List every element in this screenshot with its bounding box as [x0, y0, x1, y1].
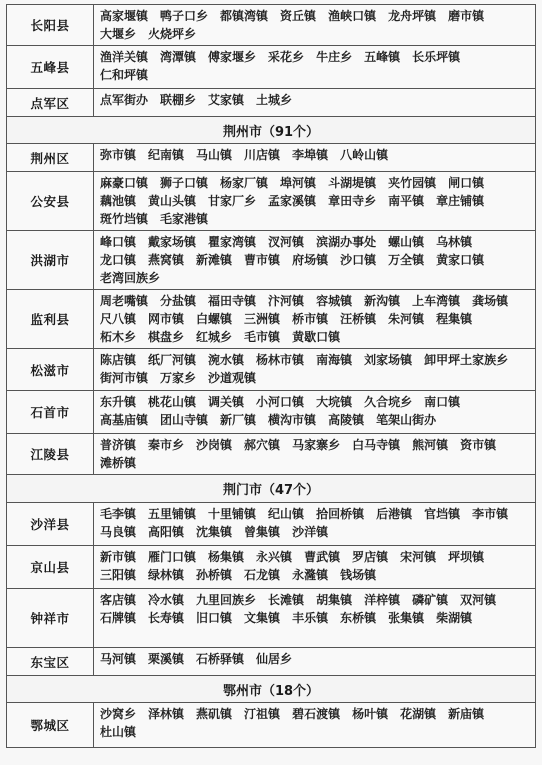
- town-name: 戴家场镇: [148, 235, 197, 249]
- town-name: 高阳镇: [148, 525, 185, 539]
- town-name: 官垱镇: [424, 507, 461, 521]
- town-name: 双河镇: [460, 593, 497, 607]
- town-name: 马家寨乡: [292, 438, 341, 452]
- town-name: 熊河镇: [412, 438, 449, 452]
- town-name: 峰口镇: [100, 235, 137, 249]
- town-name: 高家堰镇: [100, 9, 149, 23]
- town-name: 川店镇: [244, 148, 281, 162]
- town-name: 长寿镇: [148, 611, 185, 625]
- town-name: 旧口镇: [196, 611, 233, 625]
- town-name: 汀祖镇: [244, 707, 281, 721]
- town-name: 瞿家湾镇: [208, 235, 257, 249]
- town-name: 牛庄乡: [316, 50, 353, 64]
- county-name: 公安县: [7, 172, 94, 230]
- town-name: 毛李镇: [100, 507, 137, 521]
- town-name: 甘家厂乡: [208, 194, 257, 208]
- town-name: 马山镇: [196, 148, 233, 162]
- town-name: 笔架山街办: [376, 413, 437, 427]
- town-name: 小河口镇: [256, 395, 305, 409]
- town-name: 联棚乡: [160, 93, 197, 107]
- town-name: 罗店镇: [352, 550, 389, 564]
- town-name: 容城镇: [316, 294, 353, 308]
- town-name: 李埠镇: [292, 148, 329, 162]
- town-list: [94, 546, 535, 588]
- town-name: 宋河镇: [400, 550, 437, 564]
- town-name: 石龙镇: [244, 568, 281, 582]
- town-name: 滨湖办事处: [316, 235, 377, 249]
- county-row: [7, 391, 535, 434]
- town-name: 毛市镇: [244, 330, 281, 344]
- town-name: 洋梓镇: [364, 593, 401, 607]
- town-name: 永兴镇: [256, 550, 293, 564]
- town-name: 沙道观镇: [208, 371, 257, 385]
- county-row: [7, 589, 535, 648]
- town-name: 鸭子口乡: [160, 9, 209, 23]
- town-name: 汴河镇: [268, 294, 305, 308]
- town-name: 土城乡: [256, 93, 293, 107]
- town-list: [94, 231, 535, 289]
- county-name: 京山县: [7, 546, 94, 588]
- town-list: [94, 46, 535, 88]
- town-name: 刘家场镇: [364, 353, 413, 367]
- town-name: 马良镇: [100, 525, 137, 539]
- town-name: 调关镇: [208, 395, 245, 409]
- town-name: 火烧坪乡: [148, 27, 197, 41]
- town-list: [94, 172, 535, 230]
- county-name: 江陵县: [7, 434, 94, 474]
- town-name: 章庄铺镇: [436, 194, 485, 208]
- town-name: 斗湖堤镇: [328, 176, 377, 190]
- town-name: 桃花山镇: [148, 395, 197, 409]
- town-name: 沙岗镇: [196, 438, 233, 452]
- town-list: [94, 648, 535, 675]
- county-row: [7, 546, 535, 589]
- town-name: 仙居乡: [256, 652, 293, 666]
- town-name: 桥市镇: [292, 312, 329, 326]
- town-name: 闸口镇: [448, 176, 485, 190]
- town-name: 柘木乡: [100, 330, 137, 344]
- town-name: 埠河镇: [280, 176, 317, 190]
- town-name: 程集镇: [436, 312, 473, 326]
- town-name: 孟家溪镇: [268, 194, 317, 208]
- town-name: 久合垸乡: [364, 395, 413, 409]
- town-name: 高陵镇: [328, 413, 365, 427]
- town-name: 雁门口镇: [148, 550, 197, 564]
- town-name: 章田寺乡: [328, 194, 377, 208]
- town-name: 杨林市镇: [256, 353, 305, 367]
- town-name: 老湾回族乡: [100, 271, 161, 285]
- town-name: 汊河镇: [268, 235, 305, 249]
- town-name: 李市镇: [472, 507, 509, 521]
- county-row: [7, 5, 535, 46]
- town-name: 张集镇: [388, 611, 425, 625]
- county-row: [7, 648, 535, 676]
- town-name: 新沟镇: [364, 294, 401, 308]
- city-header: 荆州市（91个）: [7, 117, 535, 144]
- county-name: 长阳县: [7, 5, 94, 45]
- town-name: 朱河镇: [388, 312, 425, 326]
- town-name: 马河镇: [100, 652, 137, 666]
- town-name: 上车湾镇: [412, 294, 461, 308]
- town-list: [94, 589, 535, 647]
- town-name: 沙窝乡: [100, 707, 137, 721]
- town-name: 新庙镇: [448, 707, 485, 721]
- town-name: 涴水镇: [208, 353, 245, 367]
- county-row: [7, 172, 535, 231]
- town-name: 五里铺镇: [148, 507, 197, 521]
- town-name: 普济镇: [100, 438, 137, 452]
- town-name: 府场镇: [292, 253, 329, 267]
- town-name: 乌林镇: [436, 235, 473, 249]
- town-name: 磷矿镇: [412, 593, 449, 607]
- county-name: 石首市: [7, 391, 94, 433]
- city-header: 鄂州市（18个）: [7, 676, 535, 703]
- town-name: 十里铺镇: [208, 507, 257, 521]
- town-name: 永漋镇: [292, 568, 329, 582]
- town-name: 栗溪镇: [148, 652, 185, 666]
- town-name: 龚场镇: [472, 294, 509, 308]
- town-name: 坪坝镇: [448, 550, 485, 564]
- town-list: [94, 391, 535, 433]
- town-name: 汪桥镇: [340, 312, 377, 326]
- town-list: [94, 349, 535, 390]
- town-name: 尺八镇: [100, 312, 137, 326]
- town-name: 资市镇: [460, 438, 497, 452]
- town-name: 燕矶镇: [196, 707, 233, 721]
- town-name: 新厂镇: [220, 413, 257, 427]
- town-list-table: [6, 4, 536, 748]
- town-name: 黄家口镇: [436, 253, 485, 267]
- town-list: [94, 434, 535, 474]
- town-name: 长滩镇: [268, 593, 305, 607]
- town-name: 龙口镇: [100, 253, 137, 267]
- town-name: 绿林镇: [148, 568, 185, 582]
- town-list: [94, 503, 535, 545]
- town-name: 杜山镇: [100, 725, 137, 739]
- county-row: [7, 434, 535, 475]
- town-name: 客店镇: [100, 593, 137, 607]
- town-name: 碧石渡镇: [292, 707, 341, 721]
- town-name: 杨集镇: [208, 550, 245, 564]
- town-name: 曹武镇: [304, 550, 341, 564]
- town-name: 螺山镇: [388, 235, 425, 249]
- town-name: 三洲镇: [244, 312, 281, 326]
- town-name: 福田寺镇: [208, 294, 257, 308]
- town-name: 南口镇: [424, 395, 461, 409]
- town-name: 南平镇: [388, 194, 425, 208]
- town-name: 万全镇: [388, 253, 425, 267]
- town-name: 胡集镇: [316, 593, 353, 607]
- town-name: 拾回桥镇: [316, 507, 365, 521]
- town-name: 丰乐镇: [292, 611, 329, 625]
- town-name: 柴湖镇: [436, 611, 473, 625]
- town-name: 花湖镇: [400, 707, 437, 721]
- town-name: 石牌镇: [100, 611, 137, 625]
- town-list: [94, 89, 535, 116]
- town-list: [94, 5, 535, 45]
- town-name: 仁和坪镇: [100, 68, 149, 82]
- county-name: 沙洋县: [7, 503, 94, 545]
- town-name: 泽林镇: [148, 707, 185, 721]
- county-row: [7, 290, 535, 349]
- town-name: 纪山镇: [268, 507, 305, 521]
- town-name: 白马寺镇: [352, 438, 401, 452]
- town-name: 弥市镇: [100, 148, 137, 162]
- town-name: 杨家厂镇: [220, 176, 269, 190]
- town-name: 文集镇: [244, 611, 281, 625]
- county-name: 钟祥市: [7, 589, 94, 647]
- county-row: [7, 231, 535, 290]
- town-name: 八岭山镇: [340, 148, 389, 162]
- town-name: 滩桥镇: [100, 456, 137, 470]
- county-name: 五峰县: [7, 46, 94, 88]
- county-name: 鄂城区: [7, 703, 94, 747]
- town-name: 陈店镇: [100, 353, 137, 367]
- town-name: 龙舟坪镇: [388, 9, 437, 23]
- town-name: 麻豪口镇: [100, 176, 149, 190]
- town-list: [94, 703, 535, 747]
- town-name: 磨市镇: [448, 9, 485, 23]
- town-name: 纸厂河镇: [148, 353, 197, 367]
- town-name: 狮子口镇: [160, 176, 209, 190]
- town-name: 毛家港镇: [160, 212, 209, 226]
- town-name: 夹竹园镇: [388, 176, 437, 190]
- town-name: 卸甲坪土家族乡: [424, 353, 509, 367]
- town-name: 钱场镇: [340, 568, 377, 582]
- town-name: 资丘镇: [280, 9, 317, 23]
- town-name: 街河市镇: [100, 371, 149, 385]
- town-list: [94, 144, 535, 171]
- county-row: [7, 503, 535, 546]
- town-name: 曾集镇: [244, 525, 281, 539]
- town-name: 秦市乡: [148, 438, 185, 452]
- town-name: 九里回族乡: [196, 593, 257, 607]
- town-name: 分盐镇: [160, 294, 197, 308]
- town-name: 点军街办: [100, 93, 149, 107]
- town-name: 东升镇: [100, 395, 137, 409]
- town-name: 后港镇: [376, 507, 413, 521]
- town-name: 红城乡: [196, 330, 233, 344]
- town-name: 网市镇: [148, 312, 185, 326]
- town-name: 孙桥镇: [196, 568, 233, 582]
- town-name: 冷水镇: [148, 593, 185, 607]
- town-name: 采花乡: [268, 50, 305, 64]
- town-name: 长乐坪镇: [412, 50, 461, 64]
- town-name: 渔峡口镇: [328, 9, 377, 23]
- town-name: 沈集镇: [196, 525, 233, 539]
- town-name: 大垸镇: [316, 395, 353, 409]
- town-name: 大堰乡: [100, 27, 137, 41]
- town-name: 沙口镇: [340, 253, 377, 267]
- town-name: 曹市镇: [244, 253, 281, 267]
- town-name: 都镇湾镇: [220, 9, 269, 23]
- city-header: 荆门市（47个）: [7, 475, 535, 503]
- county-name: 松滋市: [7, 349, 94, 390]
- county-row: [7, 89, 535, 117]
- county-row: [7, 349, 535, 391]
- county-name: 洪湖市: [7, 231, 94, 289]
- town-name: 郝穴镇: [244, 438, 281, 452]
- town-name: 新滩镇: [196, 253, 233, 267]
- town-name: 傅家堰乡: [208, 50, 257, 64]
- town-name: 东桥镇: [340, 611, 377, 625]
- county-row: [7, 703, 535, 747]
- town-name: 渔洋关镇: [100, 50, 149, 64]
- town-name: 五峰镇: [364, 50, 401, 64]
- town-name: 沙洋镇: [292, 525, 329, 539]
- town-name: 万家乡: [160, 371, 197, 385]
- county-name: 东宝区: [7, 648, 94, 675]
- county-row: [7, 144, 535, 172]
- town-list: [94, 290, 535, 348]
- town-name: 黄歇口镇: [292, 330, 341, 344]
- town-name: 周老嘴镇: [100, 294, 149, 308]
- town-name: 藕池镇: [100, 194, 137, 208]
- town-name: 燕窝镇: [148, 253, 185, 267]
- town-name: 高基庙镇: [100, 413, 149, 427]
- county-name: 荆州区: [7, 144, 94, 171]
- county-name: 监利县: [7, 290, 94, 348]
- town-name: 新市镇: [100, 550, 137, 564]
- town-name: 横沟市镇: [268, 413, 317, 427]
- town-name: 艾家镇: [208, 93, 245, 107]
- town-name: 湾潭镇: [160, 50, 197, 64]
- town-name: 纪南镇: [148, 148, 185, 162]
- town-name: 杨叶镇: [352, 707, 389, 721]
- town-name: 南海镇: [316, 353, 353, 367]
- town-name: 三阳镇: [100, 568, 137, 582]
- town-name: 石桥驿镇: [196, 652, 245, 666]
- town-name: 斑竹垱镇: [100, 212, 149, 226]
- town-name: 棋盘乡: [148, 330, 185, 344]
- town-name: 团山寺镇: [160, 413, 209, 427]
- county-name: 点军区: [7, 89, 94, 116]
- town-name: 黄山头镇: [148, 194, 197, 208]
- county-row: [7, 46, 535, 89]
- town-name: 白螺镇: [196, 312, 233, 326]
